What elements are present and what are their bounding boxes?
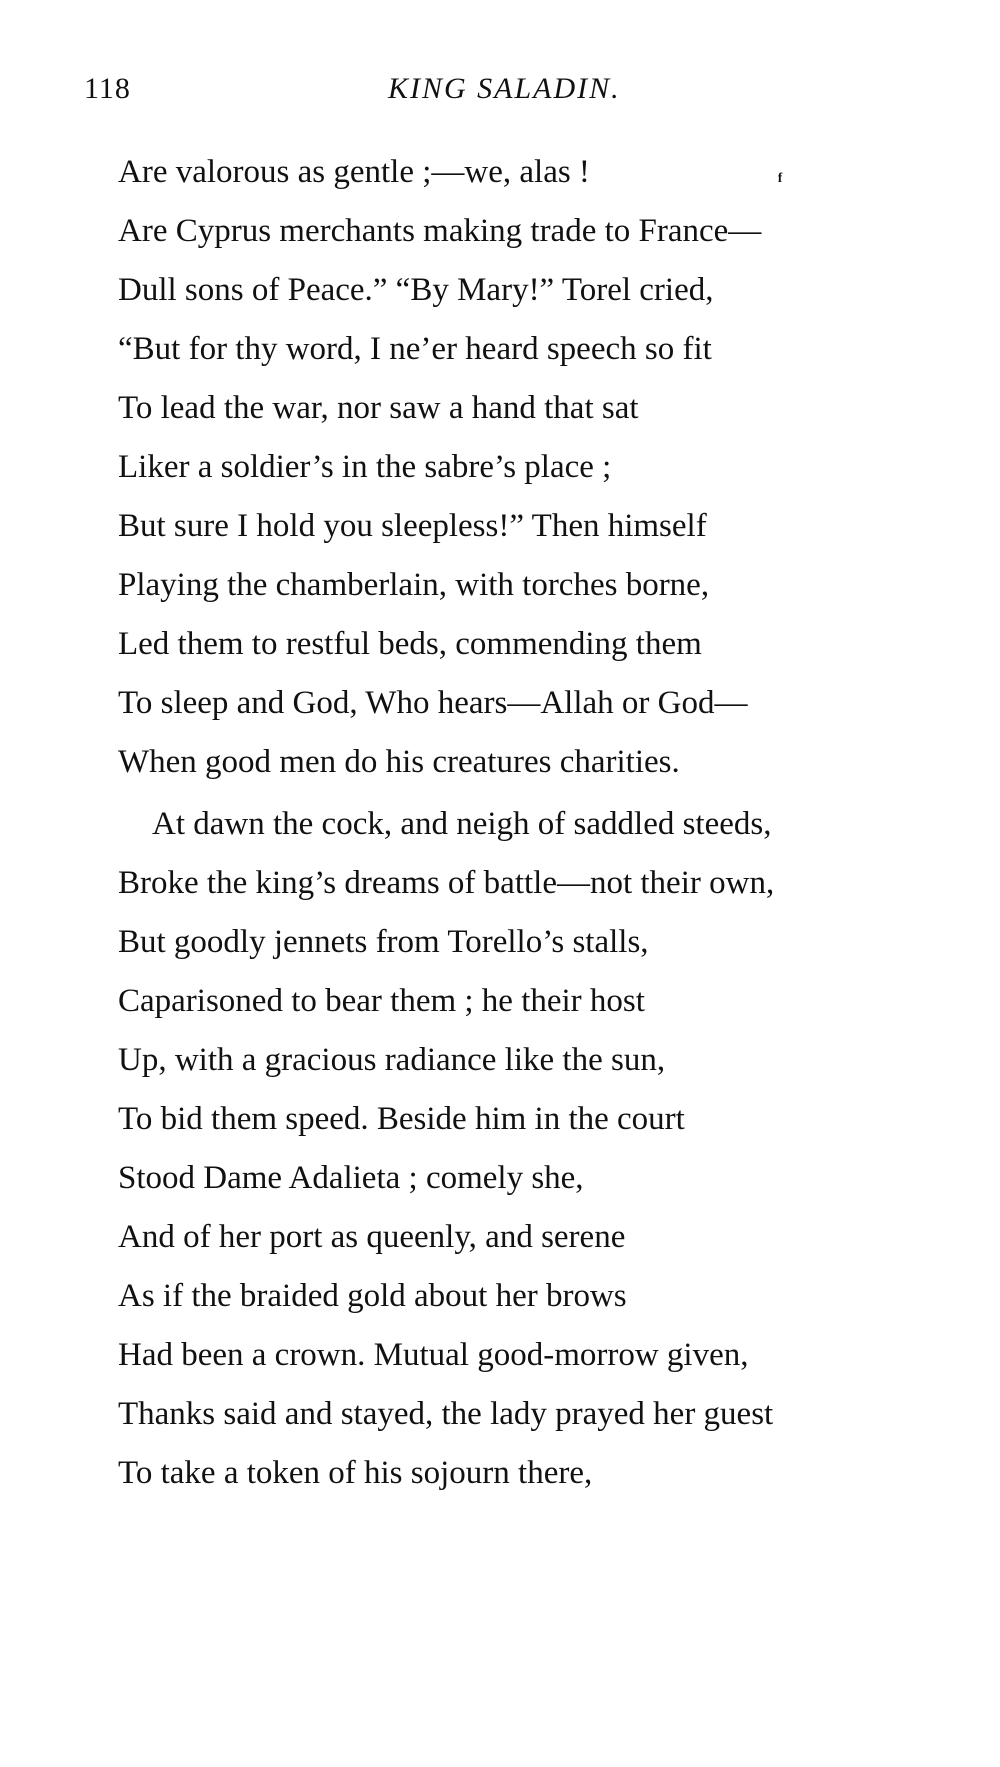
verse-line: But sure I hold you sleepless!” Then himself <box>118 508 707 544</box>
verse-line: When good men do his creatures charities. <box>118 744 680 780</box>
verse-line: To take a token of his sojourn there, <box>118 1455 593 1491</box>
verse-line: To sleep and God, Who hears—Allah or God— <box>118 685 748 721</box>
page-header <box>0 72 1000 122</box>
verse-line: “But for thy word, I ne’er heard speech so fit <box>118 331 712 367</box>
verse-line: Stood Dame Adalieta ; comely she, <box>118 1160 584 1196</box>
verse-line: Had been a crown. Mutual good-morrow given, <box>118 1337 749 1373</box>
verse-line: As if the braided gold about her brows <box>118 1278 627 1314</box>
verse-line-indented: At dawn the cock, and neigh of saddled steeds, <box>152 806 772 842</box>
verse-line: Caparisoned to bear them ; he their host <box>118 983 645 1019</box>
verse-line: Liker a soldier’s in the sabre’s place ; <box>118 449 612 485</box>
verse-line: Playing the chamberlain, with torches borne, <box>118 567 710 603</box>
running-title: KING SALADIN. <box>388 72 621 105</box>
verse-line: Are valorous as gentle ;—we, alas ! <box>118 154 590 190</box>
verse-line: Up, with a gracious radiance like the sun, <box>118 1042 666 1078</box>
verse-line: Are Cyprus merchants making trade to France— <box>118 213 762 249</box>
verse-line: Broke the king’s dreams of battle—not their own, <box>118 865 775 901</box>
verse-line: To bid them speed. Beside him in the court <box>118 1101 685 1137</box>
verse-line: Dull sons of Peace.” “By Mary!” Torel cried, <box>118 272 714 308</box>
verse-line: To lead the war, nor saw a hand that sat <box>118 390 639 426</box>
page-number: 118 <box>84 72 131 105</box>
verse-line: But goodly jennets from Torello’s stalls, <box>118 924 649 960</box>
printer-mark: ᶠ <box>778 168 783 193</box>
verse-line: And of her port as queenly, and serene <box>118 1219 626 1255</box>
verse-line: Thanks said and stayed, the lady prayed her guest <box>118 1396 774 1432</box>
verse-line: Led them to restful beds, commending them <box>118 626 702 662</box>
